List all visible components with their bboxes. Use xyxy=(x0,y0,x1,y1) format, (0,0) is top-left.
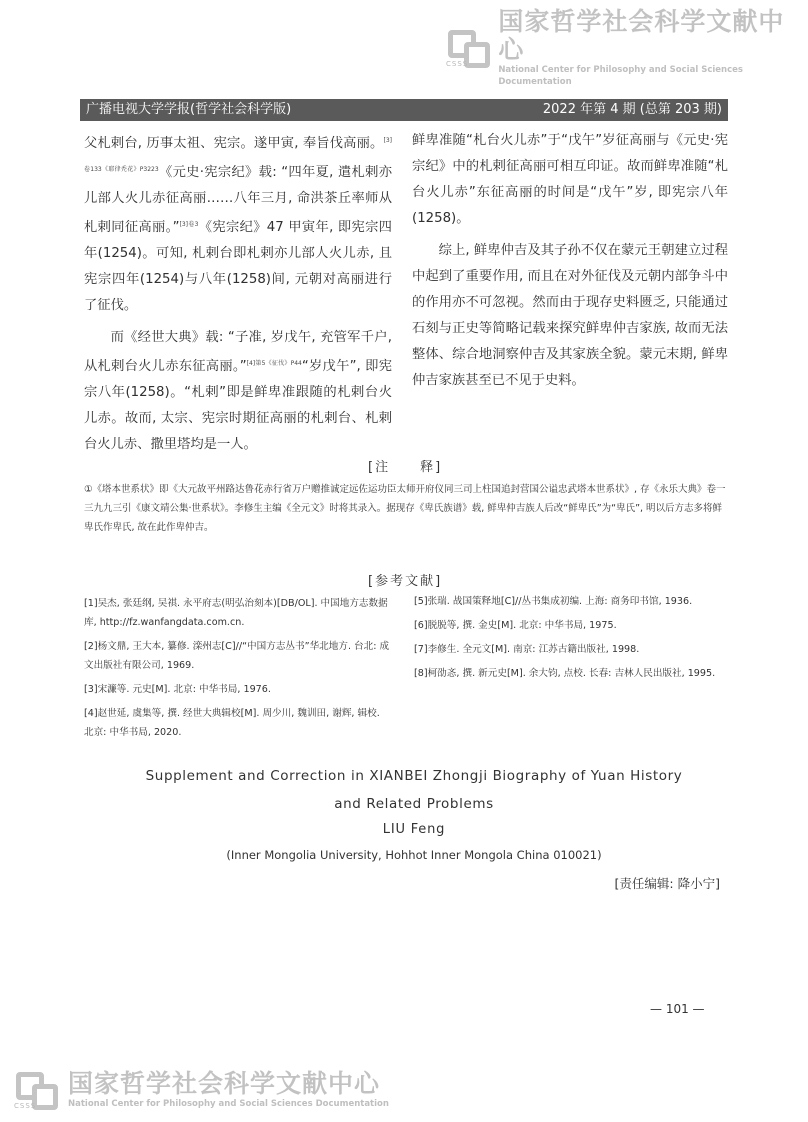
journal-title: 广播电视大学学报(哲学社会科学版) xyxy=(86,102,292,117)
watermark-cn: 国家哲学社会科学文献中心 xyxy=(68,1069,381,1098)
reference-item: [4]赵世延, 虞集等, 撰. 经世大典辑校[M]. 周少川, 魏训田, 谢辉, 辑校. 北京: 中华书局, 2020. xyxy=(84,708,380,738)
reference-item: [6]脱脱等, 撰. 金史[M]. 北京: 中华书局, 1975. xyxy=(414,620,617,631)
watermark-bottom xyxy=(14,1070,389,1110)
watermark-cn: 国家哲学社会科学文献中心 xyxy=(498,7,785,64)
references-left xyxy=(84,594,392,747)
english-affiliation: (Inner Mongolia University, Hohhot Inner Mongola China 010021) xyxy=(226,848,602,862)
watermark-top xyxy=(446,8,808,88)
watermark-en: National Center for Philosophy and Social Sciences Documentation xyxy=(498,65,743,87)
issue-info: 2022 年第 4 期 (总第 203 期) xyxy=(542,102,722,117)
reference-item: [2]杨文鼎, 王大本, 纂修. 滦州志[C]//“中国方志丛书”华北地方. 台北: 成文出版社有限公司, 1969. xyxy=(84,641,390,671)
english-title-line-1: Supplement and Correction in XIANBEI Zhongji Biography of Yuan History xyxy=(145,768,683,784)
reference-item: [1]吴杰, 张廷纲, 吴祺. 永平府志(明弘治刻本)[DB/OL]. 中国地方志数据库, http://fz.wanfangdata.com.cn. xyxy=(84,598,388,628)
journal-header xyxy=(80,99,728,121)
right-paragraph-2: 综上, 鲜卑仲吉及其子孙不仅在蒙元王朝建立过程中起到了重要作用, 而且在对外征伐及元朝内部争斗中的作用亦不可忽视。然而由于现存史料匮乏, 只能通过石刻与正史等简略记载来探究鲜卑仲吉家族, 故而无法整体、综合地洞察仲吉及其家族全貌。蒙元末期, 鲜卑仲吉家族甚至已不见于史料。 xyxy=(412,243,728,388)
page-number: — 101 — xyxy=(650,1002,705,1016)
right-column xyxy=(412,128,728,400)
responsible-editor: [责任编辑: 降小宁] xyxy=(614,876,720,891)
watermark-en: National Center for Philosophy and Social Sciences Documentation xyxy=(68,1099,389,1109)
references-title: [参考文献] xyxy=(368,574,443,589)
english-author: LIU Feng xyxy=(382,822,446,837)
csss-logo-icon: CSSS xyxy=(14,1070,62,1110)
reference-item: [3]宋濂等. 元史[M]. 北京: 中华书局, 1976. xyxy=(84,684,271,695)
right-paragraph-1: 鲜卑准随“札台火儿赤”于“戊午”岁征高丽与《元史·宪宗纪》中的札剌征高丽可相互印证。故而鲜卑准随“札台火儿赤”东征高丽的时间是“戊午”岁, 即宪宗八年(1258)。 xyxy=(412,133,728,226)
left-paragraph-1: 父札剌台, 历事太祖、宪宗。遂甲寅, 奉旨伐高丽。$^{[3]卷133《耶律秃花》P3223}$《元史·宪宗纪》载: “四年夏, 遣札剌亦儿部人火儿赤征高丽……八年三月, 命洪茶丘率师从札剌同征高丽。”$^{[3]卷3}$《宪宗纪》47 甲寅年, 即宪宗四年(1254)。可知, 札剌台即札剌亦儿部人火儿赤, 且宪宗四年(1254)与八年(1258)间, 元朝对高丽进行了征伐。 xyxy=(84,136,392,313)
reference-item: [7]李修生. 全元文[M]. 南京: 江苏古籍出版社, 1998. xyxy=(414,644,640,655)
csss-logo-icon: CSSS xyxy=(446,28,492,68)
english-title-line-2: and Related Problems xyxy=(334,796,494,812)
reference-item: [8]柯劭忞, 撰. 新元史[M]. 余大钧, 点校. 长春: 吉林人民出版社, 1995. xyxy=(414,668,716,679)
notes-text: ①《塔本世系状》即《大元故平州路达鲁花赤行省万户赠推诚定远佐运功臣太师开府仪同三司上柱国追封营国公谥忠武塔本世系状》, 存《永乐大典》卷一三九九三引《康文靖公集·世系状》。李修生主编《全元文》时将其录入。据现存《卑氏族谱》载, 鲜卑仲吉族人后改“鲜卑氏”为“卑氏”, 明以后方志多将鲜卑氏作卑氏, 故在此作卑仲吉。 xyxy=(84,484,726,533)
left-paragraph-2: 而《经世大典》载: “子准, 岁戊午, 充管军千户, 从札剌台火儿赤东征高丽。”$^{[4]第5《征伐》P44}$“岁戊午”, 即宪宗八年(1258)。“札剌”即是鲜卑准跟随的札剌台火儿赤。故而, 太宗、宪宗时期征高丽的札剌台、札剌台火儿赤、撒里塔均是一人。 xyxy=(84,330,393,452)
left-column xyxy=(84,128,392,464)
reference-item: [5]张瑞. 战国策释地[C]//丛书集成初编. 上海: 商务印书馆, 1936. xyxy=(414,596,693,607)
notes-title: [注 释] xyxy=(368,460,443,475)
references-right xyxy=(414,592,728,688)
